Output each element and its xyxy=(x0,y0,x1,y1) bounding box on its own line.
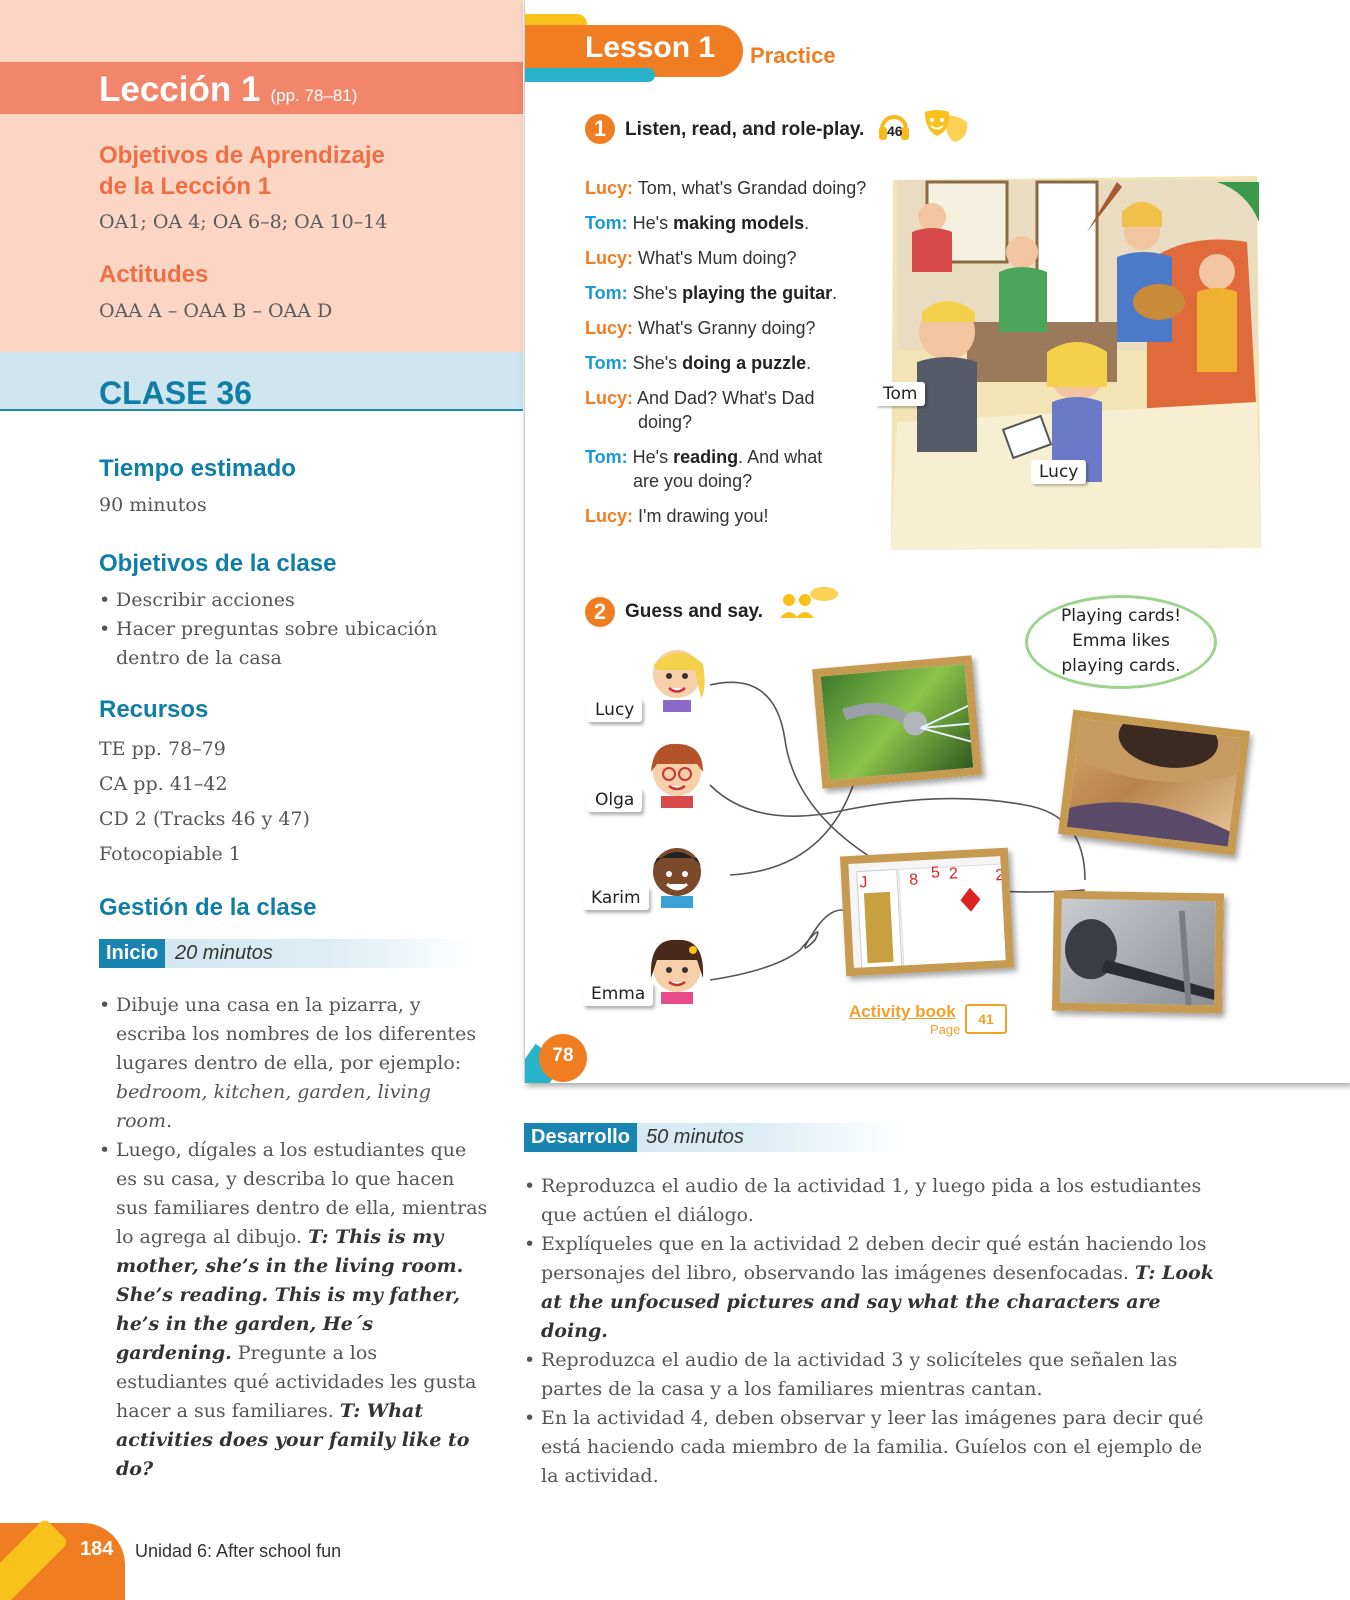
list-item: TE pp. 78–79 xyxy=(99,738,226,760)
family-scene-illustration xyxy=(887,172,1265,554)
student-book-page xyxy=(524,0,1350,1083)
lesson-title: Lección 1 (pp. 78–81) xyxy=(99,70,358,109)
resources-list xyxy=(99,732,310,872)
attitudes-heading: Actitudes xyxy=(99,261,209,288)
emma-face-icon xyxy=(645,932,711,1004)
karim-face-icon xyxy=(645,836,711,908)
dialogue-line: Tom: She's playing the guitar. xyxy=(585,283,838,303)
list-item: • Describir acciones xyxy=(99,586,489,615)
exercise-2-number: 2 xyxy=(585,597,615,627)
character-label-karim: Karim xyxy=(583,886,649,910)
inicio-label: Inicio xyxy=(99,939,165,968)
role-play-icon xyxy=(923,108,977,148)
svg-text:2: 2 xyxy=(948,865,959,883)
watering-plants-photo xyxy=(812,655,982,788)
character-label-olga: Olga xyxy=(587,788,642,812)
activity-book-link[interactable]: Activity book xyxy=(849,1002,956,1021)
lucy-face-icon xyxy=(645,640,711,712)
class-management-heading: Gestión de la clase xyxy=(99,894,317,921)
olga-face-icon xyxy=(645,736,711,808)
lesson-pages: (pp. 78–81) xyxy=(270,86,358,105)
dialogue-line: Lucy: I'm drawing you! xyxy=(585,506,769,526)
pair-work-icon xyxy=(777,584,839,624)
scene-label-tom: Tom xyxy=(875,382,925,406)
activity-book-page-word: Page xyxy=(930,1022,961,1037)
practice-label: Practice xyxy=(750,43,836,68)
desarrollo-label: Desarrollo xyxy=(524,1123,637,1152)
list-item: • Explíqueles que en la actividad 2 deben decir qué están haciendo los personajes del libro, observando las imágenes desenfocadas. T: Look at the unfocused pictures and say what the characters are doing. xyxy=(524,1230,1224,1346)
book-page-number: 78 xyxy=(539,1034,587,1082)
list-item: • Luego, dígales a los estudiantes que es su casa, y describa lo que hacen sus familiares dentro de ella, mientras lo agrega al dibujo. T: This is my mother, she’s in the living room. She’s reading. This is my father, he’s in the garden, He´s gardening. Pregunte a los estudiantes qué actividades les gusta hacer a sus familiares. T: What activities does your family like to do? xyxy=(99,1136,489,1484)
svg-text:8: 8 xyxy=(908,871,919,889)
list-item: • Hacer preguntas sobre ubicación dentro de la casa xyxy=(99,615,489,673)
character-label-lucy: Lucy xyxy=(587,698,642,722)
microphone-photo xyxy=(1052,891,1224,1014)
learning-objectives-codes: OA1; OA 4; OA 6–8; OA 10–14 xyxy=(99,211,388,233)
list-item: • En la actividad 4, deben observar y leer las imágenes para decir qué está haciendo cada miembro de la familia. Guíelos con el ejemplo de la actividad. xyxy=(524,1404,1224,1491)
character-label-emma: Emma xyxy=(583,982,653,1006)
inicio-time: 20 minutos xyxy=(175,942,273,964)
exercise-1-number: 1 xyxy=(585,114,615,144)
exercise-1-instruction: Listen, read, and role-play. xyxy=(625,119,865,140)
estimated-time-heading: Tiempo estimado xyxy=(99,455,296,482)
class-title: CLASE 36 xyxy=(99,375,252,411)
unit-title: Unidad 6: After school fun xyxy=(135,1541,342,1561)
list-item: • Reproduzca el audio de la actividad 1, y luego pida a los estudiantes que actúen el diálogo. xyxy=(524,1172,1224,1230)
activity-book-page-number: 41 xyxy=(978,1011,994,1027)
list-item: Fotocopiable 1 xyxy=(99,843,241,865)
class-objectives-heading: Objetivos de la clase xyxy=(99,550,337,577)
dialogue-line: Lucy: What's Mum doing? xyxy=(585,248,797,268)
dialogue-line: Lucy: What's Granny doing? xyxy=(585,318,816,338)
svg-text:J: J xyxy=(858,874,868,892)
guitar-photo xyxy=(1058,710,1250,856)
page-number: 184 xyxy=(80,1538,114,1560)
desarrollo-time: 50 minutos xyxy=(646,1126,744,1148)
dialogue-line: Tom: He's making models. xyxy=(585,213,810,233)
desarrollo-list xyxy=(524,1172,1224,1491)
dialogue-line: Lucy: And Dad? What's Dad doing? xyxy=(585,388,815,432)
playing-cards-photo xyxy=(840,848,1014,977)
book-icon xyxy=(965,1004,1007,1034)
list-item: • Dibuje una casa en la pizarra, y escriba los nombres de los diferentes lugares dentro de ella, por ejemplo: bedroom, kitchen, garden, living room. xyxy=(99,991,489,1136)
exercise-2-instruction: Guess and say. xyxy=(625,601,763,622)
list-item: • Reproduzca el audio de la actividad 3 y solicíteles que señalen las partes de la casa y a los familiares mientras cantan. xyxy=(524,1346,1224,1404)
lesson-label: Lesson 1 xyxy=(585,31,716,64)
inicio-bar xyxy=(99,939,474,968)
track-number: 46 xyxy=(887,123,903,139)
scene-label-lucy: Lucy xyxy=(1031,460,1086,484)
list-item: CD 2 (Tracks 46 y 47) xyxy=(99,808,310,830)
speech-bubble-text: Playing cards! Emma likes playing cards. xyxy=(1060,606,1182,676)
desarrollo-bar xyxy=(524,1123,904,1152)
svg-text:5: 5 xyxy=(930,864,941,882)
estimated-time-value: 90 minutos xyxy=(99,494,207,516)
class-band xyxy=(0,352,523,411)
learning-objectives-heading: Objetivos de Aprendizaje de la Lección 1 xyxy=(99,142,385,200)
inicio-list xyxy=(99,991,489,1484)
resources-heading: Recursos xyxy=(99,696,209,723)
list-item: CA pp. 41–42 xyxy=(99,773,228,795)
lesson-tab-accent-teal xyxy=(525,68,655,82)
svg-text:2: 2 xyxy=(994,866,1005,885)
dialogue-line: Tom: He's reading. And what are you doing? xyxy=(585,447,823,491)
dialogue-line: Lucy: Tom, what's Grandad doing? xyxy=(585,178,867,198)
dialogue-line: Tom: She's doing a puzzle. xyxy=(585,353,812,373)
attitudes-codes: OAA A – OAA B – OAA D xyxy=(99,300,333,322)
class-objectives-list xyxy=(99,586,489,673)
